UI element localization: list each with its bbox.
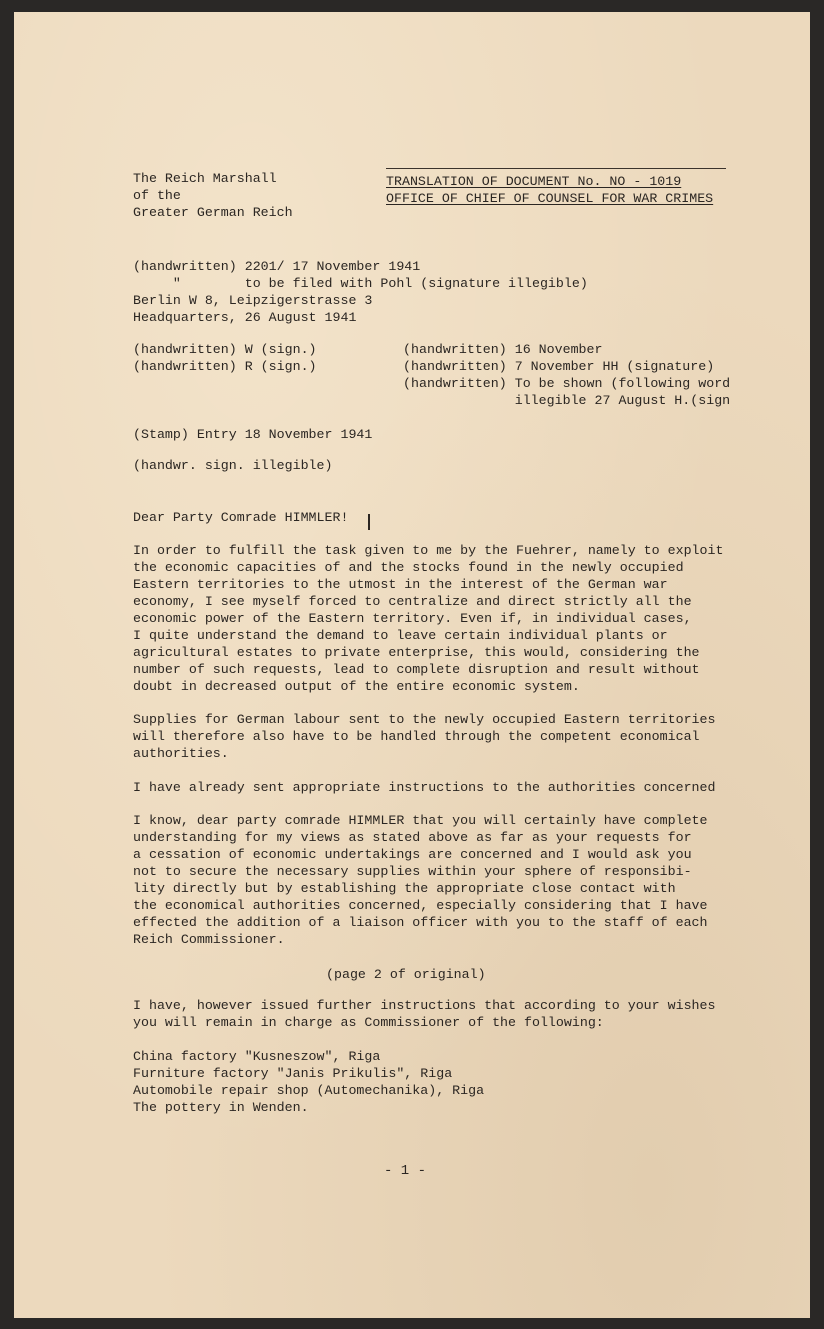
paragraph-line: will therefore also have to be handled through the competent economical	[133, 729, 700, 744]
page-note: (page 2 of original)	[326, 967, 486, 982]
paragraph-line: economic power of the Eastern territory. Even if, in individual cases,	[133, 611, 692, 626]
paragraph-5	[133, 997, 716, 1031]
reference-line: (handwritten) 2201/ 17 November 1941	[133, 259, 421, 274]
salutation: Dear Party Comrade HIMMLER!	[133, 510, 349, 525]
paragraph-1	[133, 542, 723, 695]
paragraph-line: effected the addition of a liaison officer with you to the staff of each	[133, 915, 708, 930]
sender-line: The Reich Marshall	[133, 171, 277, 186]
paragraph-line: the economic capacities of and the stocks found in the newly occupied	[133, 560, 684, 575]
paragraph-line: doubt in decreased output of the entire economic system.	[133, 679, 580, 694]
marginal-line: (handwritten) 7 November HH (signature)	[403, 359, 715, 374]
sender-line: Greater German Reich	[133, 205, 293, 220]
signature-note: (handwr. sign. illegible)	[133, 458, 333, 473]
marginal-notes-left	[133, 341, 317, 375]
paragraph-line: Reich Commissioner.	[133, 932, 285, 947]
paragraph-line: Supplies for German labour sent to the newly occupied Eastern territories	[133, 712, 716, 727]
marginal-line: (handwritten) W (sign.)	[133, 342, 317, 357]
marginal-line: illegible 27 August H.(sign	[403, 393, 731, 408]
paragraph-line: not to secure the necessary supplies within your sphere of responsibi-	[133, 864, 692, 879]
paragraph-line: economy, I see myself forced to centralize and direct strictly all the	[133, 594, 692, 609]
paragraph-line: understanding for my views as stated above as far as your requests for	[133, 830, 692, 845]
reference-line: " to be filed with Pohl (signature illegible)	[133, 276, 588, 291]
paragraph-line: Eastern territories to the utmost in the interest of the German war	[133, 577, 668, 592]
paragraph-line: I have already sent appropriate instructions to the authorities concerned	[133, 780, 716, 795]
reference-block	[133, 258, 588, 326]
sender-line: of the	[133, 188, 181, 203]
paragraph-line: In order to fulfill the task given to me by the Fuehrer, namely to exploit	[133, 543, 724, 558]
list-item: The pottery in Wenden.	[133, 1100, 309, 1115]
paragraph-line: lity directly but by establishing the appropriate close contact with	[133, 881, 676, 896]
marginal-line: (handwritten) R (sign.)	[133, 359, 317, 374]
header-rule	[386, 168, 726, 169]
marginal-line: (handwritten) To be shown (following word	[403, 376, 731, 391]
paragraph-line: authorities.	[133, 746, 229, 761]
list-item: Automobile repair shop (Automechanika), Riga	[133, 1083, 485, 1098]
handwritten-mark	[368, 514, 370, 530]
page-number: - 1 -	[384, 1163, 427, 1179]
document-page	[14, 12, 810, 1318]
paragraph-4	[133, 812, 708, 948]
paragraph-line: I know, dear party comrade HIMMLER that you will certainly have complete	[133, 813, 708, 828]
translation-header	[386, 168, 726, 207]
paragraph-line: a cessation of economic undertakings are concerned and I would ask you	[133, 847, 692, 862]
reference-line: Berlin W 8, Leipzigerstrasse 3	[133, 293, 373, 308]
paragraph-line: I quite understand the demand to leave certain individual plants or	[133, 628, 668, 643]
paragraph-line: the economical authorities concerned, especially considering that I have	[133, 898, 708, 913]
marginal-line: (handwritten) 16 November	[403, 342, 603, 357]
paragraph-line: you will remain in charge as Commissioner of the following:	[133, 1015, 604, 1030]
list-item: China factory "Kusneszow", Riga	[133, 1049, 381, 1064]
marginal-notes-right	[403, 341, 730, 409]
paragraph-2	[133, 711, 716, 762]
sender-block	[133, 170, 293, 221]
paragraph-line: agricultural estates to private enterprise, this would, considering the	[133, 645, 700, 660]
factory-list	[133, 1048, 484, 1116]
office-title: OFFICE OF CHIEF OF COUNSEL FOR WAR CRIMES	[386, 191, 714, 206]
paragraph-line: I have, however issued further instructions that according to your wishes	[133, 998, 716, 1013]
paragraph-3	[133, 779, 716, 796]
translation-title: TRANSLATION OF DOCUMENT No. NO - 1019	[386, 174, 682, 189]
paragraph-line: number of such requests, lead to complete disruption and result without	[133, 662, 700, 677]
reference-line: Headquarters, 26 August 1941	[133, 310, 357, 325]
stamp-entry: (Stamp) Entry 18 November 1941	[133, 427, 373, 442]
list-item: Furniture factory "Janis Prikulis", Riga	[133, 1066, 453, 1081]
